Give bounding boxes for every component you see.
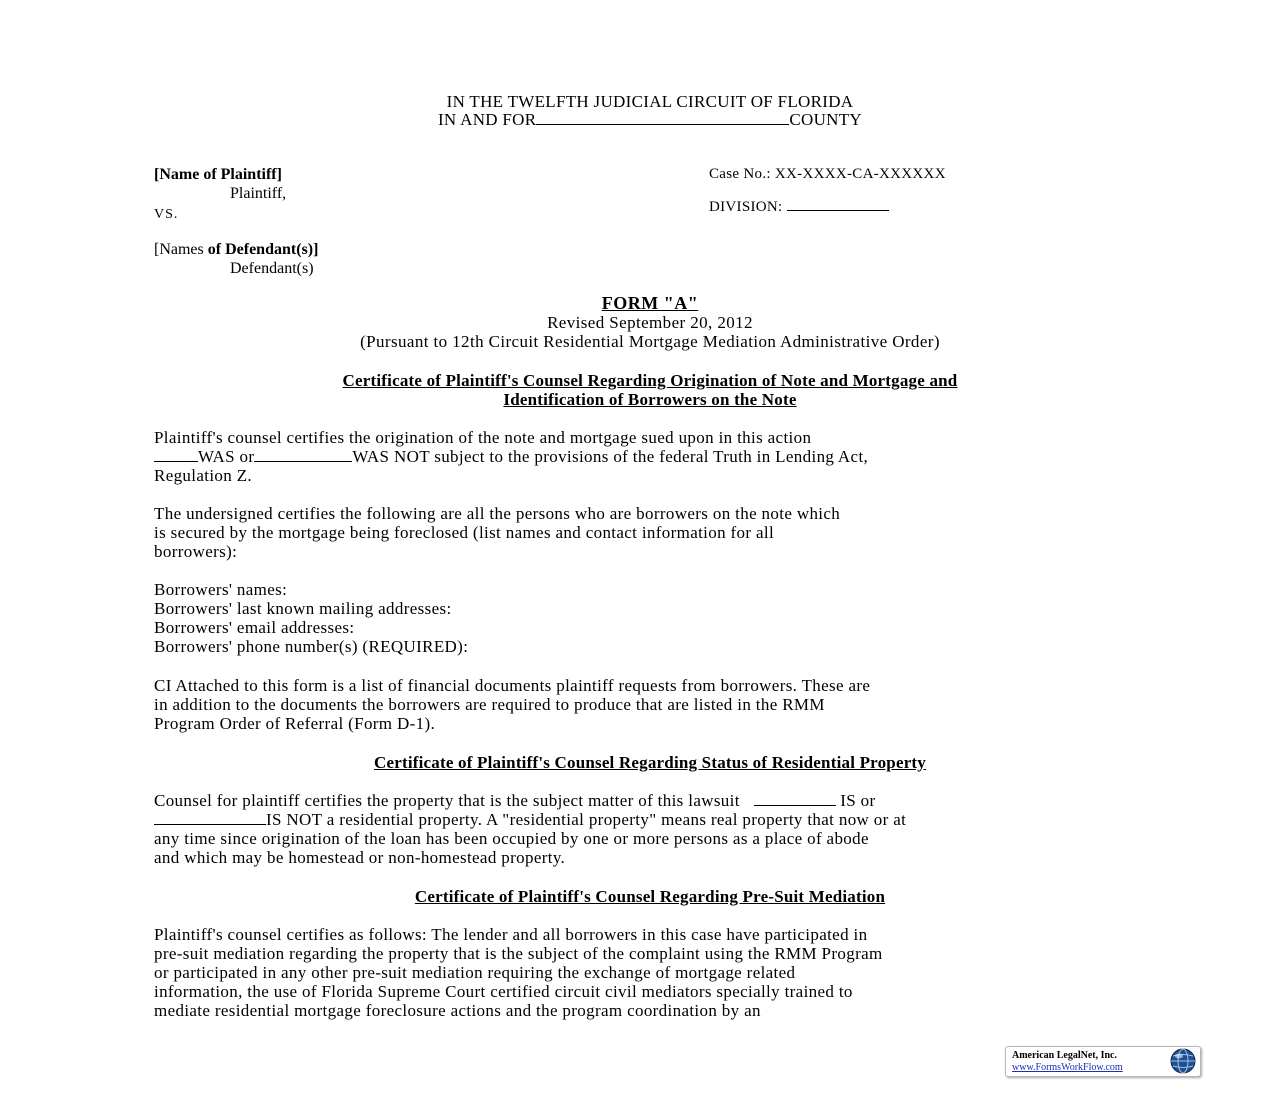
revised-date: Revised September 20, 2012 [547,313,753,332]
versus-label: VS. [154,207,179,222]
attached-line2: in addition to the documents the borrowers are required to produce that are listed in the RMM [154,695,825,714]
mediation-line2: pre-suit mediation regarding the property that is the subject of the complaint using the RMM Program [154,944,883,963]
mediation-line3: or participated in any other pre-suit mediation requiring the exchange of mortgage related [154,963,796,982]
county-prefix: IN AND FOR [437,110,537,129]
county-line [0,110,1275,128]
court-name: IN THE TWELFTH JUDICIAL CIRCUIT OF FLORIDA [446,92,854,111]
division-blank [787,198,889,211]
section3-heading: Certificate of Plaintiff's Counsel Regarding Pre-Suit Mediation [414,887,886,906]
section2-heading: Certificate of Plaintiff's Counsel Regarding Status of Residential Property [373,753,926,772]
legalnet-badge[interactable] [1005,1046,1201,1077]
borrower-fields [154,580,1144,656]
tila-line3: Regulation Z. [154,466,253,485]
defendant-prefix: [Names [154,241,204,258]
property-paragraph [154,791,1144,867]
section1-heading-line2: Identification of Borrowers on the Note [503,390,797,409]
case-number: Case No.: XX-XXXX-CA-XXXXXX [709,166,946,182]
division-line [709,198,889,216]
property-line3: any time since origination of the loan has been occupied by one or more persons as a place of abode [154,829,869,848]
borrowers-line2: is secured by the mortgage being foreclosed (list names and contact information for all [154,523,775,542]
plaintiff-role: Plaintiff, [230,185,287,202]
pursuant-note: (Pursuant to 12th Circuit Residential Mortgage Mediation Administrative Order) [360,332,940,351]
tila-line2 [154,447,1144,466]
mediation-line1: Plaintiff's counsel certifies as follows: The lender and all borrowers in this case have participated in [154,925,868,944]
is-not-label: IS NOT a residential property. A "residential property" means real property that now or at [266,810,907,829]
plaintiff-name: [Name of Plaintiff] [154,166,282,183]
borrowers-paragraph [154,504,1144,561]
borrower-phones-field: Borrowers' phone number(s) (REQUIRED): [154,637,469,656]
form-title: FORM "A" [601,293,699,313]
borrower-emails-field: Borrowers' email addresses: [154,618,355,637]
was-blank [154,447,198,462]
defendant-label: of Defendant(s)] [203,241,319,258]
tila-paragraph [154,428,1144,485]
globe-icon [1170,1048,1196,1074]
property-line1 [154,791,1144,810]
badge-url-link[interactable]: www.FormsWorkFlow.com [1012,1062,1123,1073]
is-or-label: IS or [840,791,876,810]
attached-docs-paragraph [154,676,1144,733]
county-suffix: COUNTY [789,110,863,129]
badge-company-name: American LegalNet, Inc. [1012,1050,1117,1061]
property-line4: and which may be homestead or non-homestead property. [154,848,566,867]
attached-line1: CI Attached to this form is a list of financial documents plaintiff requests from borrowers. These are [154,676,871,695]
mediation-paragraph [154,925,1144,1020]
section1-heading-line1: Certificate of Plaintiff's Counsel Regarding Origination of Note and Mortgage and [342,371,958,390]
attached-line3: Program Order of Referral (Form D-1). [154,714,436,733]
county-blank [536,110,789,125]
is-blank [754,791,836,806]
mediation-line4: information, the use of Florida Supreme Court certified circuit civil mediators specially trained to [154,982,853,1001]
defendant-role: Defendant(s) [230,260,314,277]
borrower-names-field: Borrowers' names: [154,580,288,599]
borrower-addresses-field: Borrowers' last known mailing addresses: [154,599,452,618]
defendant-names [154,240,318,259]
division-label: DIVISION: [709,199,783,215]
was-not-blank [254,447,352,462]
is-not-blank [154,810,266,825]
mediation-line5: mediate residential mortgage foreclosure actions and the program coordination by an [154,1001,761,1020]
borrowers-line3: borrowers): [154,542,238,561]
borrowers-line1: The undersigned certifies the following are all the persons who are borrowers on the note which [154,504,841,523]
property-line2 [154,810,1144,829]
tila-line1: Plaintiff's counsel certifies the origination of the note and mortgage sued upon in this action [154,428,812,447]
property-line1-text: Counsel for plaintiff certifies the property that is the subject matter of this lawsuit [154,791,740,810]
was-label: WAS or [198,447,255,466]
was-not-label: WAS NOT subject to the provisions of the federal Truth in Lending Act, [352,447,869,466]
